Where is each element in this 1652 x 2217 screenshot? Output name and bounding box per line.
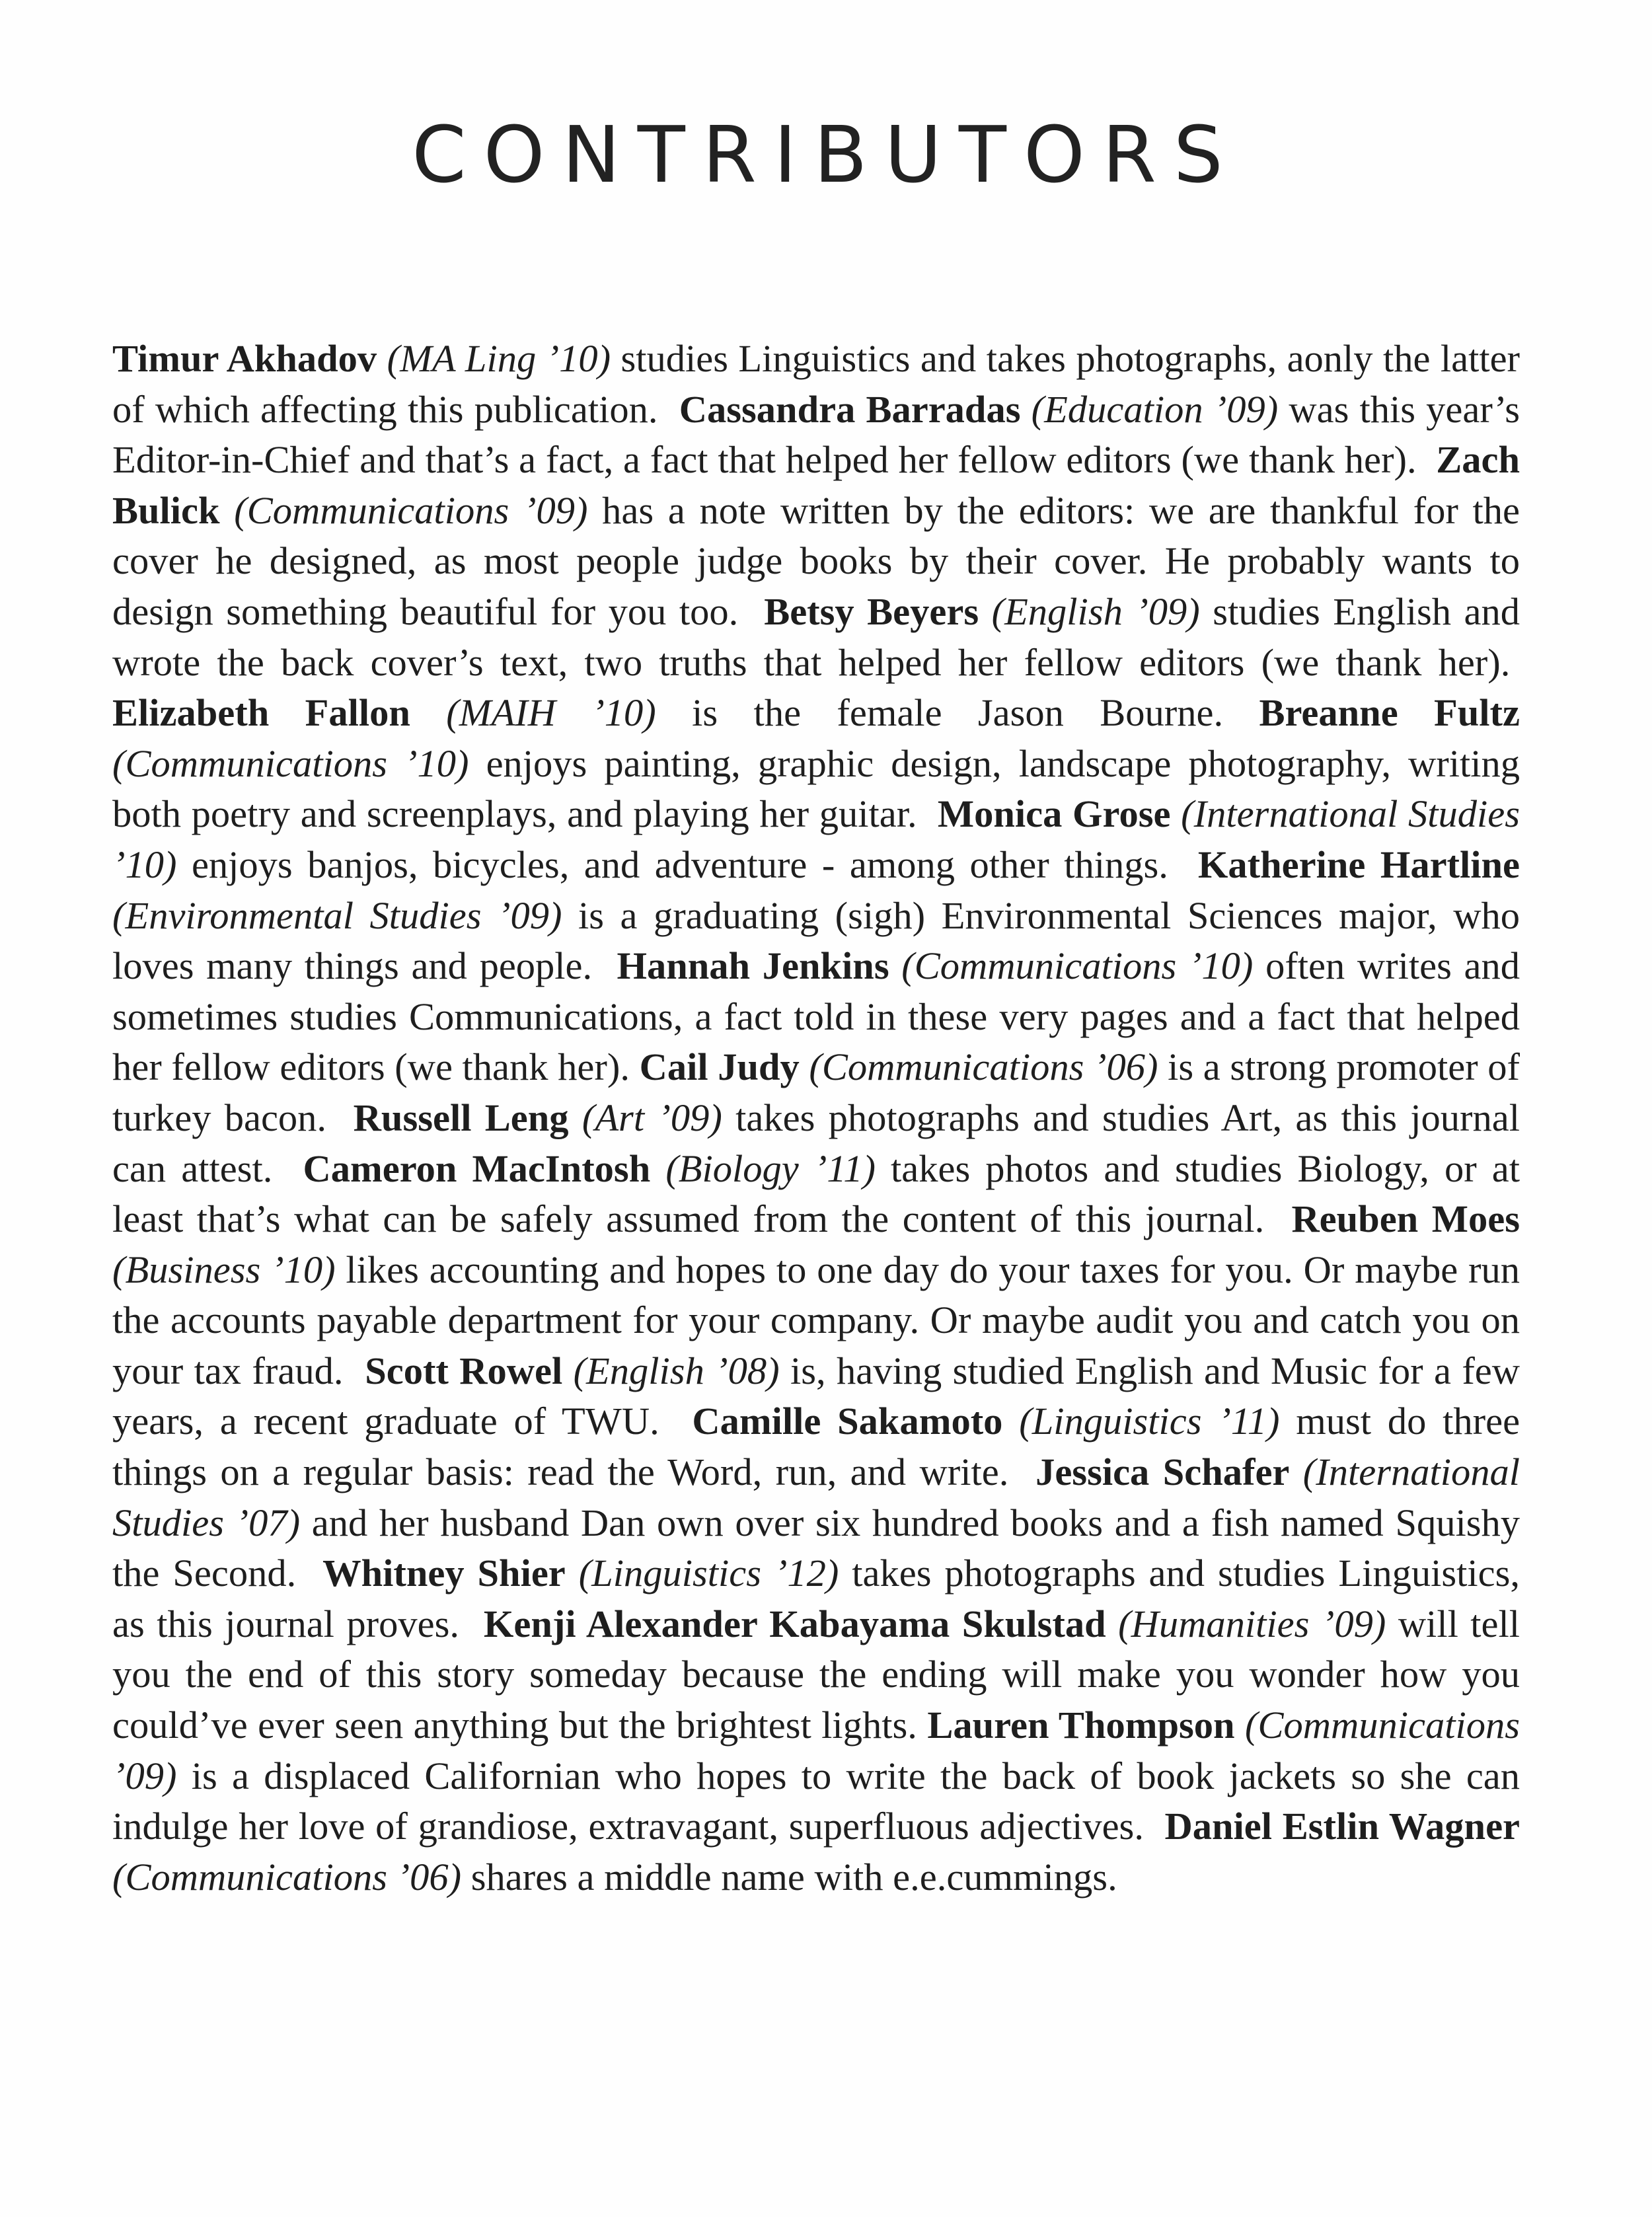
contributor-affiliation: (International Studies ’07)	[112, 1450, 1520, 1544]
contributor-name: Lauren Thompson	[927, 1704, 1235, 1747]
contributor-bio: is the female Jason Bourne.	[692, 691, 1224, 735]
contributor-affiliation: (Humanities ’09)	[1118, 1602, 1386, 1645]
contributor-affiliation: (Communications ’06)	[112, 1855, 462, 1898]
contributor-entry	[112, 691, 1223, 734]
contributor-affiliation: (Linguistics ’11)	[1019, 1400, 1280, 1443]
contributor-bio: must do three things on a regular basis: read the Word, run, and write.	[112, 1400, 1521, 1494]
contributor-affiliation: (Biology ’11)	[665, 1146, 876, 1190]
contributor-name: Whitney Shier	[322, 1552, 566, 1595]
contributor-name: Reuben Moes	[1291, 1197, 1521, 1241]
contributor-affiliation: (Communications ’10)	[112, 741, 469, 785]
contributor-name: Timur Akhadov	[112, 337, 377, 380]
contributor-affiliation: (Linguistics ’12)	[578, 1552, 839, 1595]
contributor-name: Betsy Beyers	[764, 589, 979, 633]
contributor-bio: is a displaced Californian who hopes to write the back of book jackets so she can indulge her love of grandiose, extravagant, superfluous adjectives.	[112, 1754, 1521, 1848]
contributor-affiliation: (Environmental Studies ’09)	[112, 893, 562, 937]
contributor-name: Elizabeth Fallon	[112, 691, 410, 735]
contributor-bio: enjoys painting, graphic design, landscape photography, writing both poetry and screenplays, and playing her guitar.	[112, 741, 1521, 836]
contributor-name: Cassandra Barradas	[679, 387, 1021, 431]
contributor-affiliation: (International Studies ’10)	[112, 792, 1520, 886]
contributor-affiliation: (Communications ’06)	[809, 1045, 1158, 1089]
contributor-name: Katherine Hartline	[1197, 843, 1521, 886]
contributor-bio: enjoys banjos, bicycles, and adventure - among other things.	[191, 843, 1168, 886]
contributor-name: Breanne Fultz	[1259, 691, 1520, 735]
contributor-name: Cail Judy	[639, 1045, 800, 1089]
contributor-affiliation: (English ’08)	[573, 1349, 780, 1392]
contributor-name: Cameron MacIntosh	[303, 1146, 651, 1190]
contributor-bio: and her husband Dan own over six hundred books and a fish named Squishy the Second.	[112, 1501, 1520, 1595]
contributor-bio: will tell you the end of this story someday because the ending will make you wonder how you could’ve ever seen anything but the brightest lights.	[112, 1602, 1521, 1747]
contributor-name: Russell Leng	[353, 1096, 569, 1139]
contributor-affiliation: (MA Ling ’10)	[387, 337, 611, 380]
contributor-bio: takes photographs and studies Linguistics, as this journal proves.	[112, 1552, 1520, 1645]
contributor-bio: studies Linguistics and takes photographs, aonly the latter of which affecting this publication.	[112, 337, 1521, 431]
contributor-affiliation: (Communications ’09)	[234, 488, 588, 532]
contributor-name: Monica Grose	[937, 792, 1171, 836]
contributor-bio: is a strong promoter of turkey bacon.	[112, 1045, 1521, 1139]
contributor-bio: takes photos and studies Biology, or at least that’s what can be safely assumed from the content of this journal.	[112, 1146, 1520, 1241]
contributor-bio: has a note written by the editors: we are thankful for the cover he designed, as most people judge books by their cover. He probably wants to design something beautiful for you too.	[112, 488, 1521, 633]
contributor-name: Zach Bulick	[112, 438, 1521, 532]
contributor-name: Camille Sakamoto	[692, 1400, 1003, 1443]
contributor-affiliation: (Communications ’09)	[112, 1704, 1521, 1797]
contributor-bio: takes photographs and studies Art, as this journal can attest.	[112, 1096, 1520, 1190]
contributor-bio: is a graduating (sigh) Environmental Sciences major, who loves many things and people.	[112, 893, 1520, 988]
contributor-name: Scott Rowel	[365, 1349, 563, 1392]
page-title: CONTRIBUTORS	[412, 109, 1240, 200]
contributor-bio: often writes and sometimes studies Communications, a fact told in these very pages and a fact that helped her fellow editors (we thank her).	[112, 944, 1521, 1089]
contributor-affiliation: (Communications ’10)	[901, 944, 1254, 988]
contributor-name: Jessica Schafer	[1035, 1450, 1290, 1494]
contributor-affiliation: (English ’09)	[991, 589, 1200, 633]
contributor-bio: was this year’s Editor-in-Chief and that’s a fact, a fact that helped her fellow editors (we thank her).	[112, 387, 1521, 482]
contributor-bio: shares a middle name with e.e.cummings.	[470, 1855, 1117, 1898]
contributor-name: Daniel Estlin Wagner	[1164, 1805, 1520, 1848]
contributor-affiliation: (Business ’10)	[112, 1248, 336, 1291]
contributor-affiliation: (Education ’09)	[1031, 387, 1279, 431]
contributor-bio: likes accounting and hopes to one day do your taxes for you. Or maybe run the accounts payable department for your company. Or maybe audit you and catch you on your tax fraud.	[112, 1248, 1520, 1392]
contributor-bio: is, having studied English and Music for a few years, a recent graduate of TWU.	[112, 1349, 1521, 1443]
contributor-name: Hannah Jenkins	[617, 944, 889, 988]
contributor-affiliation: (MAIH ’10)	[446, 691, 656, 735]
contributor-affiliation: (Art ’09)	[582, 1096, 722, 1139]
contributors-paragraph	[112, 334, 1520, 1902]
contributor-name: Kenji Alexander Kabayama Skulstad	[483, 1602, 1106, 1645]
contributor-bio: studies English and wrote the back cover’s text, two truths that helped her fellow editors (we thank her).	[112, 589, 1521, 684]
